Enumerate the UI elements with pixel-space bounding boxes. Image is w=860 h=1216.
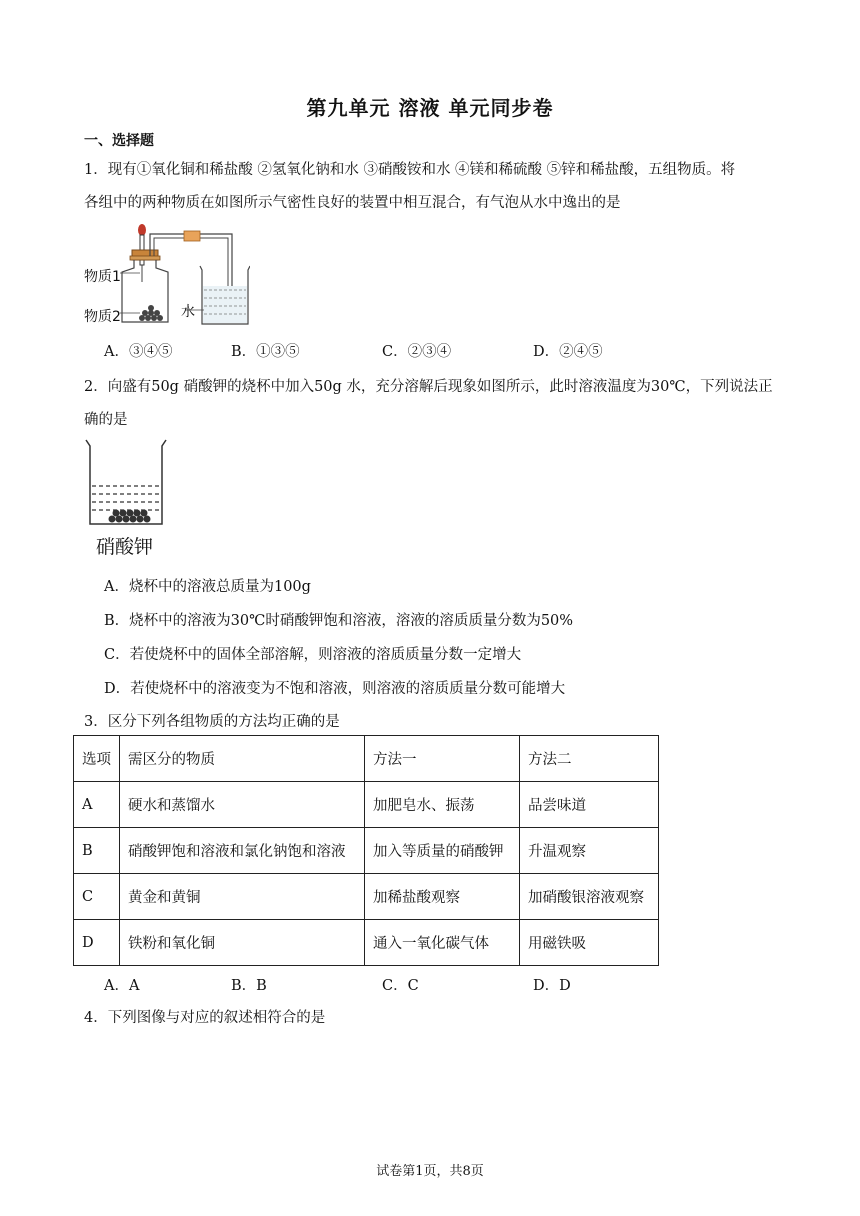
q1-stem-line2: 各组中的两种物质在如图所示气密性良好的装置中相互混合，有气泡从水中逸出的是 [84, 195, 621, 211]
q1-option-c[interactable]: C．②③④ [382, 344, 452, 360]
table-header-cell: 方法二 [520, 736, 659, 782]
section-heading: 一、选择题 [84, 133, 154, 149]
q3-comparison-table [73, 735, 659, 966]
table-cell: A [74, 782, 120, 828]
table-cell: 加肥皂水、振荡 [365, 782, 520, 828]
table-cell: 加入等质量的硝酸钾 [365, 828, 520, 874]
table-row [74, 874, 659, 920]
solid-beads [139, 305, 163, 321]
q4-stem: 4．下列图像与对应的叙述相符合的是 [84, 1010, 326, 1026]
rubber-connector [184, 231, 200, 241]
table-cell: 硝酸钾饱和溶液和氯化钠饱和溶液 [120, 828, 365, 874]
table-header-cell: 选项 [74, 736, 120, 782]
figure-label-substance1: 物质1 [84, 269, 121, 285]
q2-option-d[interactable]: D．若使烧杯中的溶液变为不饱和溶液，则溶液的溶质质量分数可能增大 [104, 681, 566, 697]
q1-option-d[interactable]: D．②④⑤ [533, 344, 603, 360]
figure-label-potassium-nitrate: 硝酸钾 [96, 536, 154, 558]
q3-option-d[interactable]: D．D [533, 978, 571, 994]
table-cell: 通入一氧化碳气体 [365, 920, 520, 966]
table-cell: 黄金和黄铜 [120, 874, 365, 920]
q2-option-c[interactable]: C．若使烧杯中的固体全部溶解，则溶液的溶质质量分数一定增大 [104, 647, 522, 663]
table-header-cell: 需区分的物质 [120, 736, 365, 782]
q3-option-a[interactable]: A．A [104, 978, 140, 994]
table-cell: 加稀盐酸观察 [365, 874, 520, 920]
table-cell: 升温观察 [520, 828, 659, 874]
undissolved-crystals [109, 510, 151, 523]
table-header-row [74, 736, 659, 782]
table-header-cell: 方法一 [365, 736, 520, 782]
q3-option-b[interactable]: B．B [231, 978, 267, 994]
page-footer: 试卷第1页，共8页 [376, 1164, 484, 1179]
q1-option-b[interactable]: B．①③⑤ [231, 344, 300, 360]
table-cell: D [74, 920, 120, 966]
table-cell: C [74, 874, 120, 920]
q2-option-b[interactable]: B．烧杯中的溶液为30℃时硝酸钾饱和溶液，溶液的溶质质量分数为50% [104, 613, 574, 629]
q2-stem-line1: 2．向盛有50g 硝酸钾的烧杯中加入50g 水，充分溶解后现象如图所示，此时溶液温度为30℃，下列说法正 [84, 379, 773, 395]
q1-stem-line1: 1．现有①氧化铜和稀盐酸 ②氢氧化钠和水 ③硝酸铵和水 ④镁和稀硫酸 ⑤锌和稀盐酸，五组物质。将 [84, 162, 736, 178]
figure-label-substance2: 物质2 [84, 309, 121, 325]
page-title: 第九单元 溶液 单元同步卷 [306, 96, 554, 120]
q3-option-c[interactable]: C．C [382, 978, 419, 994]
q2-beaker-figure [84, 436, 170, 528]
q2-stem-line2: 确的是 [84, 412, 128, 428]
q1-option-a[interactable]: A．③④⑤ [104, 344, 173, 360]
table-cell: 铁粉和氧化铜 [120, 920, 365, 966]
table-row [74, 828, 659, 874]
q2-option-a[interactable]: A．烧杯中的溶液总质量为100g [104, 579, 311, 595]
table-cell: B [74, 828, 120, 874]
table-cell: 硬水和蒸馏水 [120, 782, 365, 828]
table-cell: 用磁铁吸 [520, 920, 659, 966]
table-row [74, 920, 659, 966]
table-cell: 加硝酸银溶液观察 [520, 874, 659, 920]
table-cell: 品尝味道 [520, 782, 659, 828]
q3-stem: 3．区分下列各组物质的方法均正确的是 [84, 714, 340, 730]
figure-label-water: 水 [181, 304, 195, 320]
table-row [74, 782, 659, 828]
dropper-bulb [138, 224, 146, 236]
